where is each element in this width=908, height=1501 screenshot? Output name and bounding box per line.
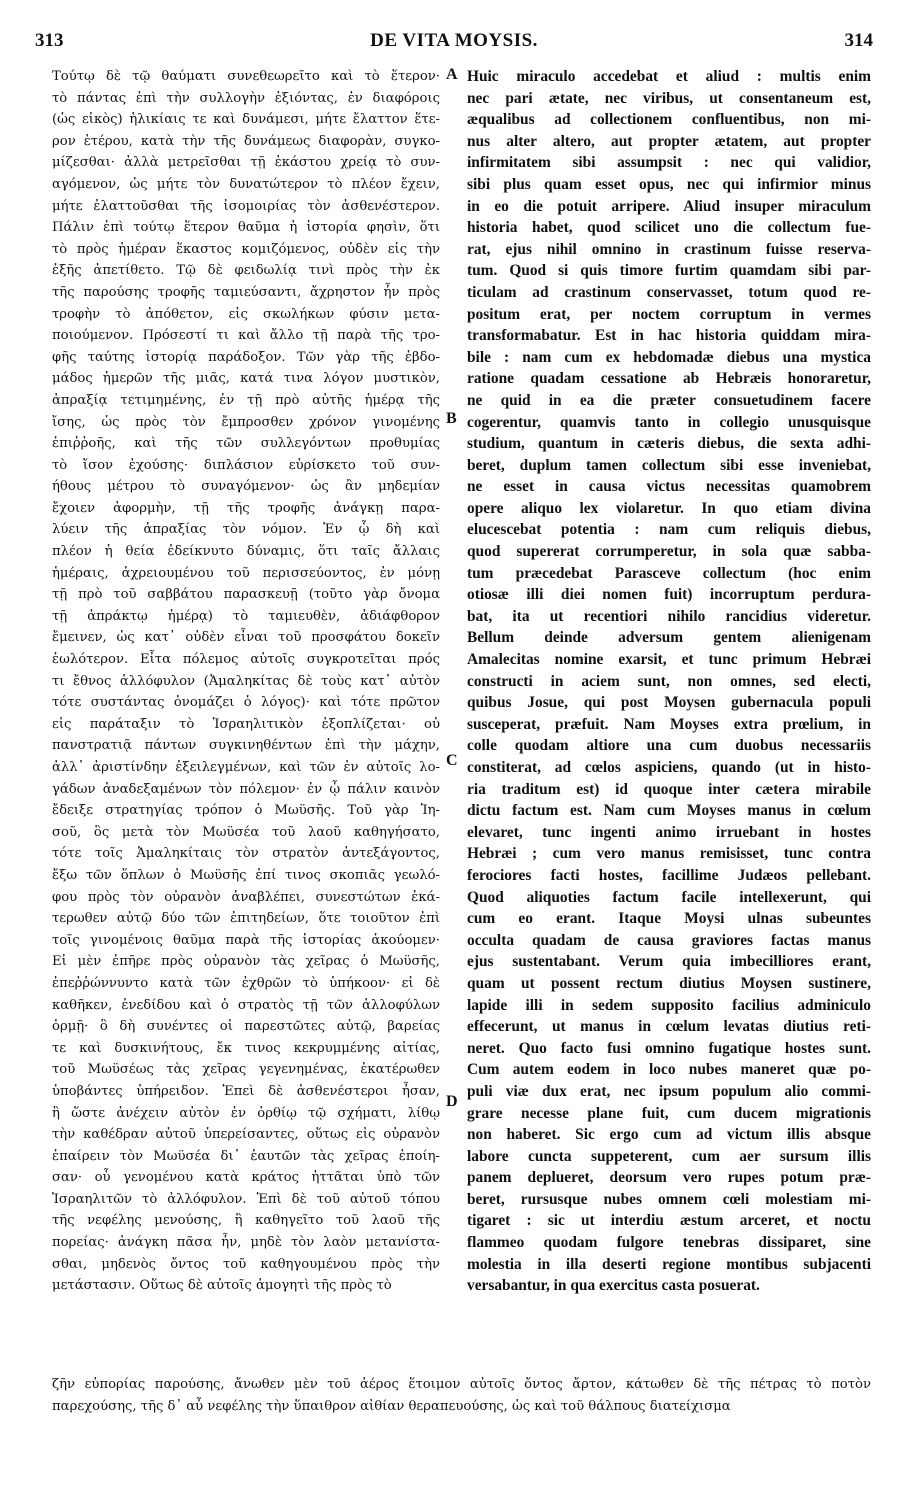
latin-text-line: colle quodam altiore una cum duobus necessariis [467,737,871,755]
latin-text-line: tum. Quod si quis timore furtim quamdam sibi par- [467,262,871,280]
greek-text-line: ὑποβάντες ὑπήρειδον. Ἐπεὶ δὲ ἀσθενέστεροι ἦσαν, [52,1083,440,1099]
latin-text-line: lapide illi in sedem supposito facilius adminiculo [467,996,871,1014]
latin-text-line: Hebræi ; cum vero manus remisisset, tunc contra [467,845,871,863]
greek-text-line: ἐπαίρειν τὸν Μωϋσέα δι᾽ ἑαυτῶν τὰς χεῖρας ἐποίη- [52,1148,440,1164]
latin-text-line: æqualibus ad collectionem confluentibus, non mi- [467,111,871,129]
latin-text-line: ejus sustentabant. Verum quia imbecilliores erant, [467,953,871,971]
latin-text-line: effecerunt, ut manus in cœlum levatas diutius reti- [467,1018,871,1036]
section-marker-a: A [446,66,458,83]
greek-text-line: φου πρὸς τὸν οὐρανὸν ἀναβλέπει, συνεστώτων ἑκά- [52,889,440,905]
latin-text-line: otiosæ illi diei nomen fuit) incorruptum perdura- [467,586,871,604]
greek-text-line: τι ἔθνος ἀλλόφυλον (Ἀμαληκίτας δὲ τοὺς κατ᾽ αὐτὸν [52,673,440,689]
latin-column [467,66,871,1297]
latin-text-line: transformabatur. Est in hac historia quiddam mira- [467,327,871,345]
latin-text-line: ticulam ad crastinum conservasset, totum quod re- [467,283,871,301]
latin-text-line: cogerentur, quamvis tanto in collegio unusquisque [467,413,871,431]
greek-text-line: ἔμεινεν, ὡς κατ᾽ οὐδὲν εἶναι τοῦ προσφάτου δοκεῖν [52,630,440,646]
greek-text-line: πλέον ἡ θεία ἐδείκνυτο δύναμις, ὅτι ταῖς ἄλλαις [52,544,440,560]
latin-text-line: dictu factum est. Nam cum Moyses manus in cœlum [467,802,871,820]
latin-text-line: ferociores facti hostes, facillime Judæos pellebant. [467,866,871,884]
latin-text-line: flammeo quodam fulgore tenebras dissiparet, sine [467,1234,871,1252]
running-title: DE VITA MOYSIS. [370,30,538,51]
latin-text-line: ne esset in causa victus necessitas quamobrem [467,478,871,496]
greek-text-line: μετάστασιν. Οὕτως δὲ αὐτοῖς ἀμογητὶ τῆς πρὸς τὸ [52,1278,392,1294]
greek-text-line: τὸ πρὸς ἡμέραν ἕκαστος κομιζόμενος, οὐδὲν εἰς τὴν [52,241,440,257]
latin-text-line: Huic miraculo accedebat et aliud : multis enim [467,68,871,85]
latin-text-line: labore cuncta suppeterent, cum aer sursum illis [467,1147,871,1165]
latin-text-line: occulta quadam de causa graviores factas manus [467,931,871,949]
greek-text-line: ἔδειξε στρατηγίας τρόπον ὁ Μωϋσῆς. Τοῦ γὰρ Ἰη- [52,803,440,819]
latin-text-line: opere aliquo lex violaretur. In quo etiam divina [467,499,871,517]
greek-text-line: αγόμενον, ὡς μήτε τὸν δυνατώτερον τὸ πλέον ἔχειν, [52,176,440,192]
greek-text-line: ἔξω τῶν ὅπλων ὁ Μωϋσῆς ἐπί τινος σκοπιᾶς γεωλό- [52,867,440,883]
greek-text-line: ἔχοιεν ἀφορμὴν, τῇ τῆς τροφῆς ἀνάγκῃ παρα- [52,500,440,516]
latin-text-line: tigaret : sic ut interdiu æstum arceret, et noctu [467,1212,871,1230]
greek-text-line: σθαι, μηδενὸς ὄντος τοῦ καθηγουμένου πρὸς τὴν [52,1256,440,1272]
latin-text-line: elevaret, tunc ingenti animo irruebant in hostes [467,823,871,841]
greek-text-line: ποιούμενον. Πρόσεστί τι καὶ ἄλλο τῇ παρὰ τῆς τρο- [52,328,440,344]
latin-text-line: neret. Quo facto fusi omnino fugatique hostes sunt. [467,1039,871,1057]
latin-text-line: positum erat, per noctem corruptum in vermes [467,305,871,323]
greek-text-line: Εἰ μὲν ἐπῆρε πρὸς οὐρανὸν τὰς χεῖρας ὁ Μωϋσῆς, [52,954,440,970]
section-marker-d: D [446,1093,458,1110]
latin-text-line: nec pari ætate, nec viribus, ut consentaneum est, [467,89,871,107]
latin-text-line: sibi plus quam esset opus, nec qui infirmior minus [467,175,871,193]
greek-text-line: ἐπιῤῥοῆς, καὶ τῆς τῶν συλλεγόντων προθυμίας [52,436,440,452]
greek-text-line: μάδος ἡμερῶν τῆς μιᾶς, κατά τινα λόγον μυστικὸν, [52,371,440,387]
running-header [35,30,873,56]
latin-text-line: rat, ejus nihil omnino in crastinum fuisse reserva- [467,240,871,258]
latin-text-line: historia habet, quod scilicet uno die collectum fue- [467,219,871,237]
latin-text-line: constructi in aciem sunt, non omnes, sed electi, [467,672,871,690]
greek-text-line: τὸ ἴσον ἐχούσης· διπλάσιον εὑρίσκετο τοῦ συν- [52,457,440,473]
greek-text-line: εἰς παράταξιν τὸ Ἰσραηλιτικὸν ἐξοπλίζεται· οὐ [52,716,440,732]
greek-text-line: ρον ἑτέρου, κατὰ τὴν τῆς δυνάμεως διαφορὰν, συγκο- [52,133,440,149]
greek-text-line: Πάλιν ἐπὶ τούτῳ ἕτερον θαῦμα ἡ ἱστορία φησὶν, ὅτι [52,220,440,236]
section-marker-c: C [446,752,458,769]
greek-text-line: τὸ πάντας ἐπὶ τὴν συλλογὴν ἐξιόντας, ἐν διαφόροις [52,90,440,106]
greek-text-line: τότε συστάντας ὀνομάζει ὁ λόγος)· καὶ τότε πρῶτον [52,695,440,711]
greek-text-line: ἢ ὥστε ἀνέχειν αὐτὸν ἐν ὀρθίῳ τῷ σχήματι, λίθῳ [52,1105,440,1121]
page-number-left: 313 [35,30,64,51]
latin-text-line: molestia in illa deserti regione montibus subjacenti [467,1255,871,1273]
latin-text-line: Amalecitas nomine exarsit, et tunc primum Hebræi [467,651,871,669]
footer-greek-text [52,1374,871,1417]
greek-text-line: τότε τοῖς Ἀμαληκίταις τὸν στρατὸν ἀντεξάγοντος, [52,846,440,862]
greek-column [52,66,440,1297]
latin-text-line: susceperat, præfuit. Nam Moyses extra prœlium, in [467,715,871,733]
latin-text-line: bat, ita ut recentiori nihilo rancidius videretur. [467,607,871,625]
greek-text-line: σαν· οὗ γενομένου κατὰ κράτος ἡττᾶται ὑπὸ τῶν [52,1170,440,1186]
latin-text-line: cum eo erant. Itaque Moysi ulnas subeuntes [467,910,871,928]
greek-text-line: τῇ ἀπράκτῳ ἡμέρᾳ) τὸ ταμιευθὲν, ἀδιάφθορον [52,608,440,624]
latin-text-line: Bellum deinde adversum gentem alienigenam [467,629,871,647]
greek-text-line: μίζεσθαι· ἀλλὰ μετρεῖσθαι τῇ ἑκάστου χρείᾳ τὸ συν- [52,155,440,171]
greek-text-line: ἐπεῤῥώννυντο κατὰ τῶν ἐχθρῶν τὸ ὑπήκοον· εἰ δὲ [52,975,440,991]
latin-text-line: infirmitatem sibi assumpsit : nec qui validior, [467,154,871,172]
greek-text-line: τὴν καθέδραν αὐτοῦ ὑπερείσαντες, οὕτως εἰς οὐρανὸν [52,1127,440,1143]
latin-text-line: beret, rursusque nubes omnem cœli molestiam mi- [467,1190,871,1208]
greek-text-line: Ἰσραηλιτῶν τὸ ἀλλόφυλον. Ἐπὶ δὲ τοῦ αὐτοῦ τόπου [52,1191,440,1207]
greek-text-line: τοῖς γινομένοις θαῦμα παρὰ τῆς ἱστορίας ἀκούομεν· [52,932,440,948]
latin-text-line: quod supererat corrumperetur, in sola quæ sabba- [467,543,871,561]
latin-text-line: Quod aliquoties factum facile intellexerunt, qui [467,888,871,906]
latin-text-line: constiterat, ad cœlos aspiciens, quando (ut in histo- [467,759,871,776]
latin-text-line: puli viæ dux erat, nec ipsum populum alio commi- [467,1082,871,1100]
footer-text-line: παρεχούσης, τῆς δ᾽ αὖ νεφέλης τὴν ὕπαιθρον αἰθίαν θεραπευούσης, ὡς καὶ τοῦ θάλπους διατείχισμα [52,1398,731,1414]
greek-text-line: ἴσης, ὡς πρὸς τὸν ἔμπροσθεν χρόνον γινομένης [52,414,440,430]
latin-text-line: ria traditum est) id quoque inter cætera mirabile [467,780,871,798]
latin-text-line: versabantur, in qua exercitus casta posuerat. [467,1277,760,1295]
greek-text-line: ὁρμῇ· ὃ δὴ συνέντες οἱ παρεστῶτες αὐτῷ, βαρείας [52,1019,440,1035]
greek-text-line: τῆς παρούσης τροφῆς ταμιεύσαντι, ἄχρηστον ἦν πρὸς [52,284,440,300]
greek-text-line: Τούτῳ δὲ τῷ θαύματι συνεθεωρεῖτο καὶ τὸ ἕτερον· [52,69,440,84]
latin-text-line: quam ut possent rectum diutius Moysen sustinere, [467,974,871,992]
latin-text-line: nus alter altero, aut propter ætatem, aut propter [467,132,871,150]
greek-text-line: σοῦ, ὃς μετὰ τὸν Μωϋσέα τοῦ λαοῦ καθηγήσατο, [52,824,440,840]
greek-text-line: τερωθεν αὐτῷ δύο τῶν ἐπιτηδείων, ὅτε τοιοῦτον ἐπὶ [52,911,440,927]
latin-text-line: studium, quantum in cæteris diebus, die sexta adhi- [467,435,871,453]
greek-text-line: ἀλλ᾽ ἀριστίνδην ἐξειλεγμένων, καὶ τῶν ἐν αὐτοῖς λο- [52,760,440,775]
greek-text-line: τε καὶ δυσκινήτους, ἔκ τινος κεκρυμμένης αἰτίας, [52,1040,440,1056]
latin-text-line: bile : nam cum ex hebdomadæ diebus una mystica [467,348,871,366]
greek-text-line: γάδων ἀναδεξαμένων τὸν πόλεμον· ἐν ᾧ πάλιν καινὸν [52,781,440,797]
latin-text-line: beret, duplum tamen collectum sibi esse inveniebat, [467,456,871,474]
greek-text-line: λύειν τῆς ἀπραξίας τὸν νόμον. Ἐν ᾧ δὴ καὶ [52,522,440,538]
greek-text-line: μήτε ἐλαττοῦσθαι τῆς ἰσομοιρίας τὸν ἀσθενέστερον. [52,198,440,214]
greek-text-line: τῆς νεφέλης μενούσης, ἣ καθηγεῖτο τοῦ λαοῦ τῆς [52,1213,440,1229]
footer-text-line: ζῆν εὐπορίας παρούσης, ἄνωθεν μὲν τοῦ ἀέρος ἕτοιμον αὐτοῖς ὄντος ἄρτον, κάτωθεν δὲ τῆς πέτρας τὸ ποτὸν [52,1377,871,1392]
greek-text-line: ήθους μέτρου τὸ συναγόμενον· ὡς ἂν μηδεμίαν [52,479,440,495]
latin-text-line: ne quid in ea die præter consuetudinem facere [467,391,871,409]
greek-text-line: ἡμέραις, ἀχρειουμένου τοῦ περισσεύοντος, ἐν μόνῃ [52,565,440,581]
latin-text-line: quibus Josue, qui post Moysen gubernacula populi [467,694,871,712]
greek-text-line: πορείας· ἀνάγκη πᾶσα ἦν, μηδὲ τὸν λαὸν μετανίστα- [52,1235,440,1251]
section-marker-b: B [446,410,457,427]
latin-text-line: ratione quadam cessatione ab Hebræis honoraretur, [467,370,871,388]
greek-text-line: τροφὴν τὸ ἀπόθετον, εἰς σκωλήκων φύσιν μετα- [52,306,440,322]
greek-text-line: ἑξῆς ἀπετίθετο. Τῷ δὲ φειδωλίᾳ τινὶ πρὸς τὴν ἐκ [52,263,440,279]
greek-text-line: καθῆκεν, ἐνεδίδου καὶ ὁ στρατὸς τῇ τῶν ἀλλοφύλων [52,997,440,1013]
greek-text-line: (ὡς εἰκὸς) ἡλικίαις τε καὶ δυνάμεσι, μήτε ἔλαττον ἕτε- [52,112,440,128]
latin-text-line: grare necesse plane fuit, cum ducem migrationis [467,1104,871,1122]
latin-text-line: elucescebat potentia : nam cum reliquis diebus, [467,521,871,539]
greek-text-line: ἀπραξίᾳ τετιμημένης, ἐν τῇ πρὸ αὐτῆς ἡμέρᾳ τῆς [52,392,440,408]
page-number-right: 314 [844,30,873,51]
greek-text-line: φῆς ταύτης ἱστορίᾳ παράδοξον. Τῶν γὰρ τῆς ἑβδο- [52,349,440,365]
greek-text-line: ἑωλότερον. Εἶτα πόλεμος αὐτοῖς συγκροτεῖται πρός [52,652,440,668]
latin-text-line: Cum autem eodem in loco nubes maneret quæ po- [467,1061,871,1079]
greek-text-line: πανστρατιᾷ πάντων συγκινηθέντων ἐπὶ τὴν μάχην, [52,738,440,754]
latin-text-line: non haberet. Sic ergo cum ad victum illis absque [467,1126,871,1144]
latin-text-line: in eo die potuit arripere. Aliud insuper miraculum [467,197,871,215]
latin-text-line: tum præcedebat Parasceve collectum (hoc enim [467,564,871,582]
greek-text-line: τοῦ Μωϋσέως τὰς χεῖρας γεγενημένας, ἑκατέρωθεν [52,1062,440,1078]
latin-text-line: panem deplueret, deorsum vero rupes potum præ- [467,1169,871,1187]
greek-text-line: τῇ πρὸ τοῦ σαββάτου παρασκευῇ (τοῦτο γὰρ ὄνομα [52,587,440,603]
